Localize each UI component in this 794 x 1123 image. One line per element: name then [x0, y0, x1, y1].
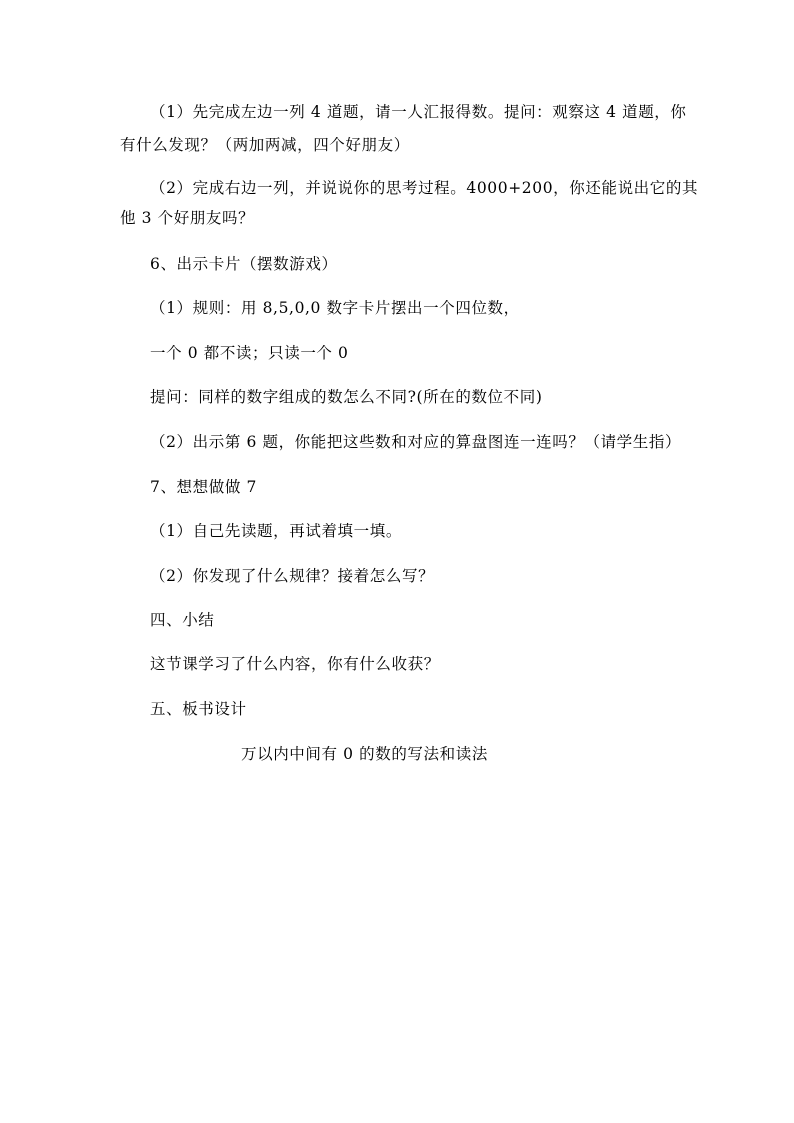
section-7-step-2: （2）你发现了什么规律？接着怎么写？	[150, 567, 435, 585]
question-line: 提问：同样的数字组成的数怎么不同?(所在的数位不同)	[150, 388, 543, 406]
section-7-heading: 7、想想做做 7	[150, 478, 257, 496]
paragraph-1-line-1: （1）先完成左边一列 4 道题，请一人汇报得数。提问：观察这 4 道题，你	[150, 103, 687, 121]
summary-heading: 四、小结	[150, 611, 215, 629]
paragraph-2-line-2: 他 3 个好朋友吗？	[120, 209, 255, 227]
board-title: 万以内中间有 0 的数的写法和读法	[241, 745, 488, 763]
section-7-step-1: （1）自己先读题，再试着填一填。	[150, 522, 402, 540]
rule-line: （1）规则：用 8,5,0,0 数字卡片摆出一个四位数，	[150, 299, 520, 317]
paragraph-2-line-1: （2）完成右边一列，并说说你的思考过程。4000+200，你还能说出它的其	[150, 179, 699, 197]
exercise-6-line: （2）出示第 6 题，你能把这些数和对应的算盘图连一连吗？（请学生指）	[150, 433, 682, 451]
section-6-heading: 6、出示卡片（摆数游戏）	[150, 255, 338, 273]
board-design-heading: 五、板书设计	[150, 700, 247, 718]
paragraph-1-line-2: 有什么发现？（两加两减，四个好朋友）	[120, 136, 410, 154]
reading-note-line: 一个 0 都不读；只读一个 0	[150, 344, 349, 362]
summary-line: 这节课学习了什么内容，你有什么收获？	[150, 655, 440, 673]
